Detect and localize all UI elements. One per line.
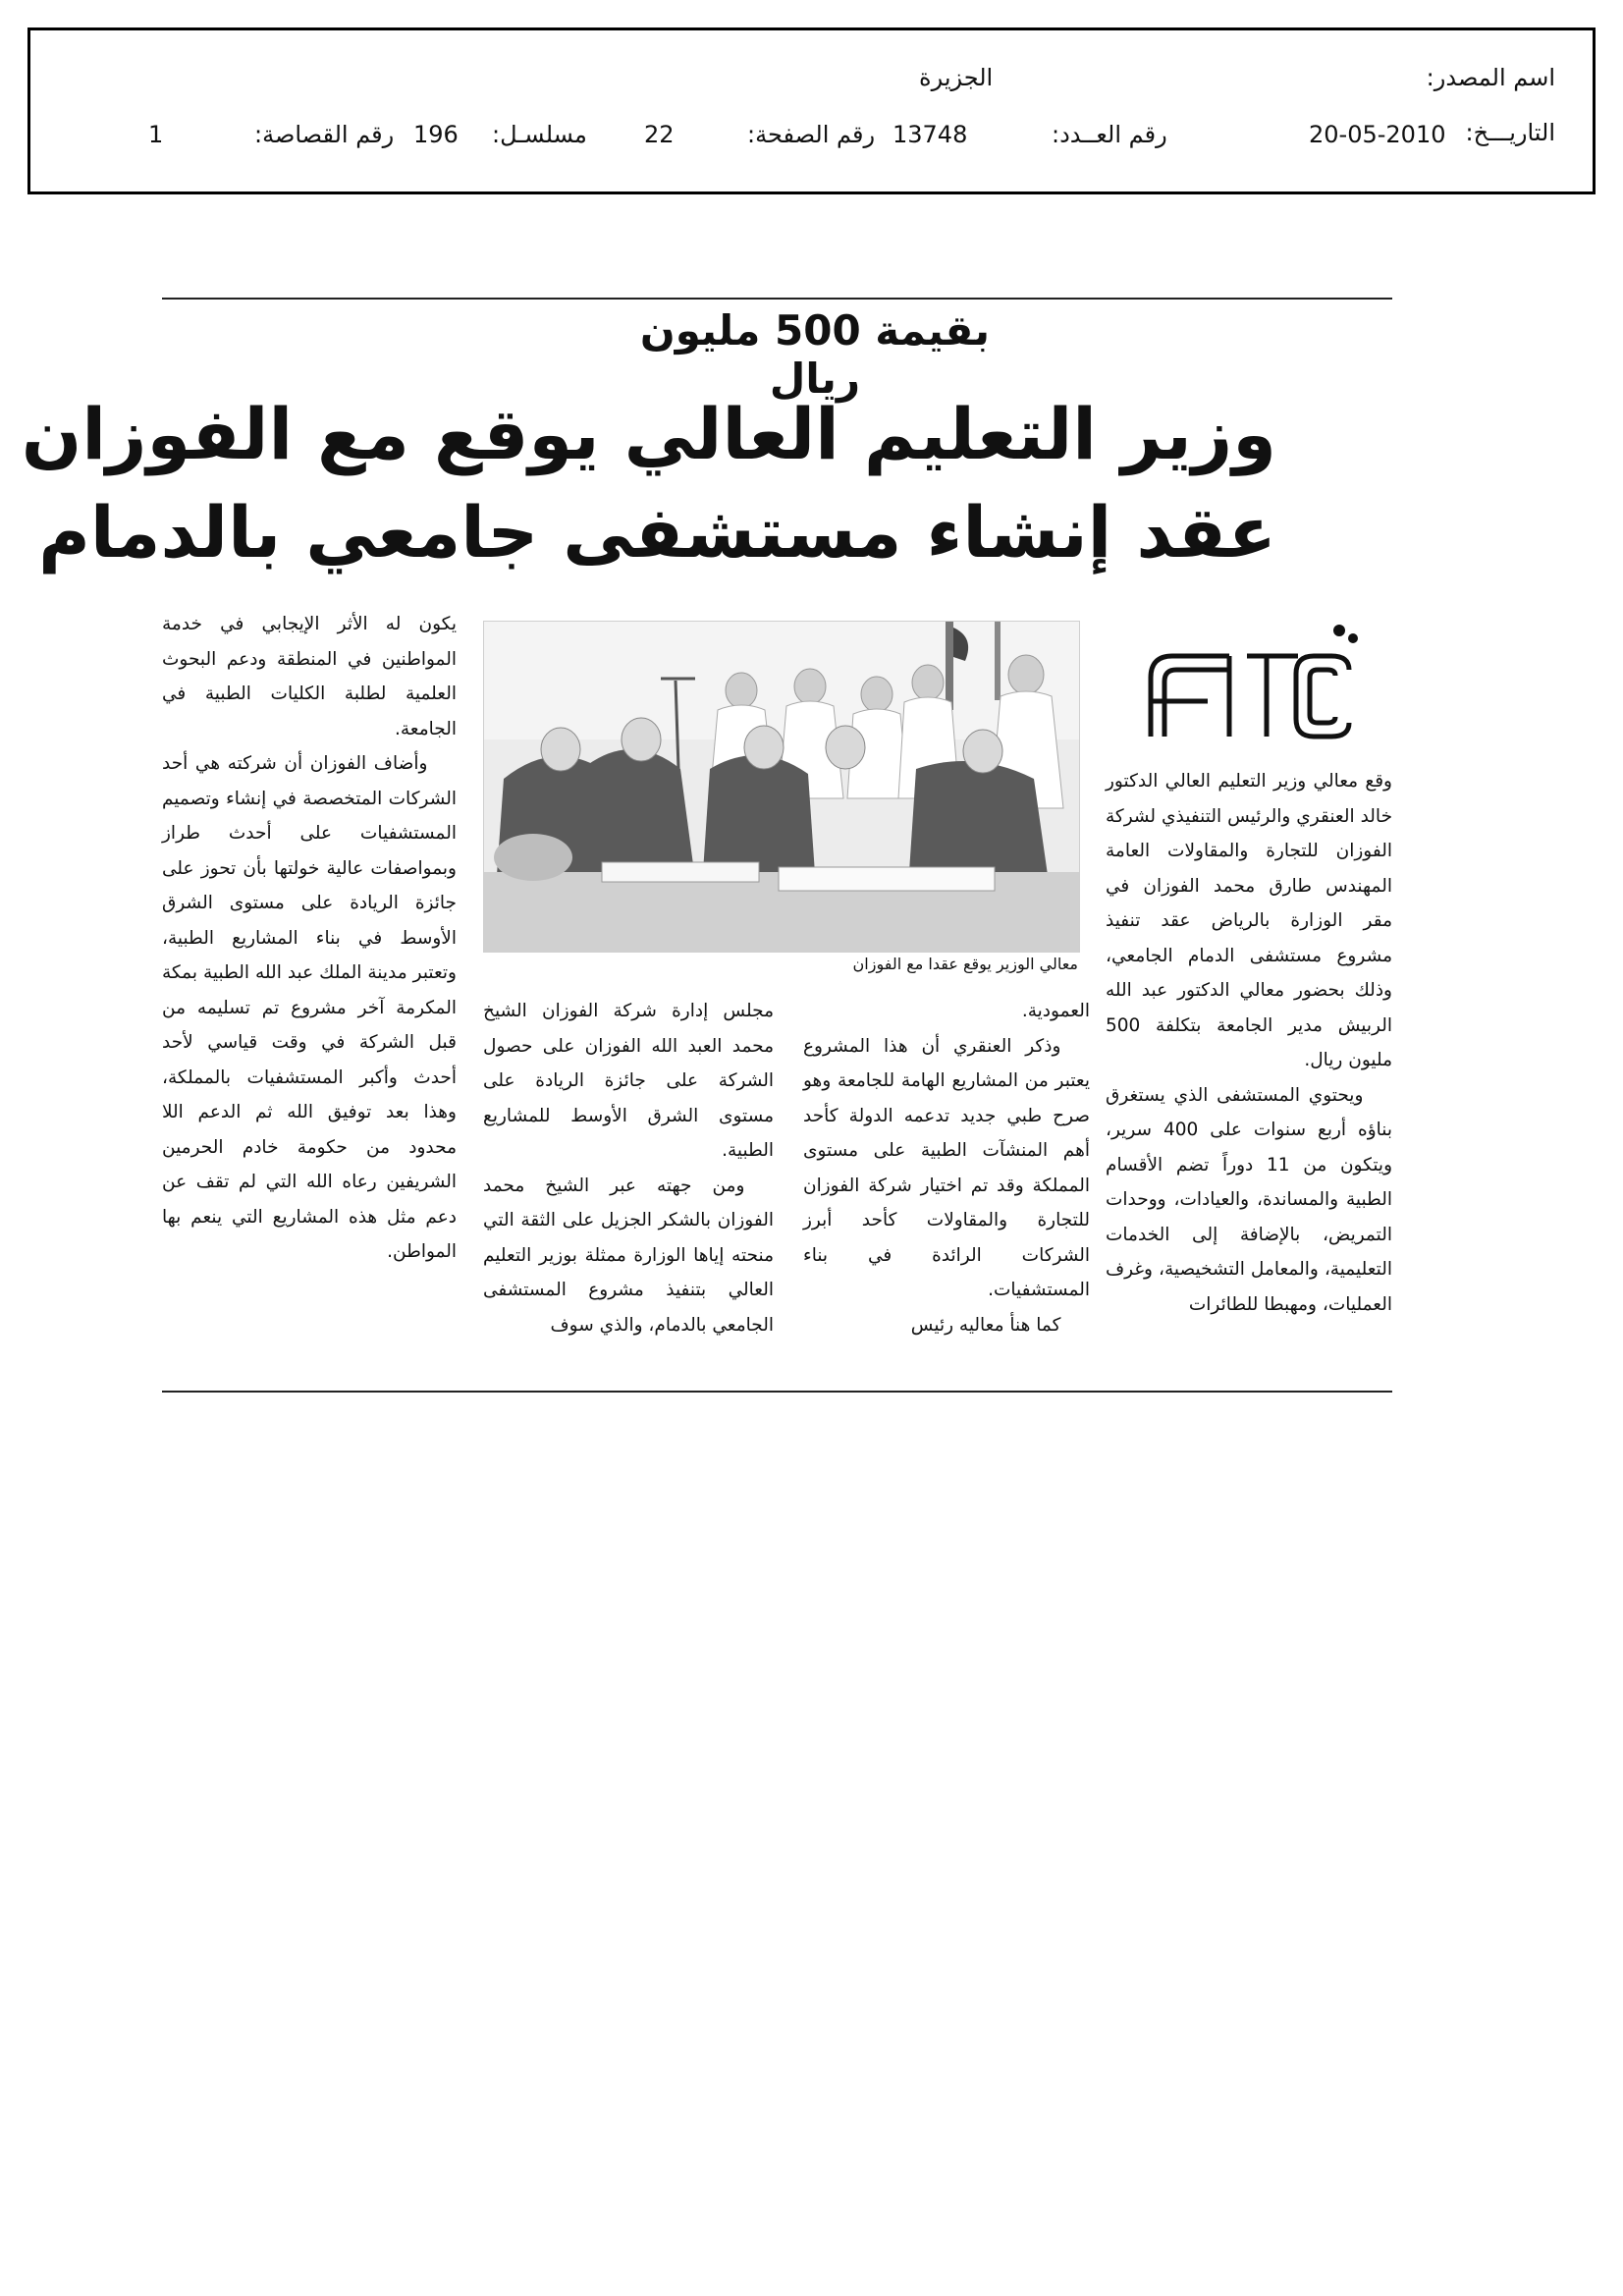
source-value: الجزيرة xyxy=(919,64,994,91)
col1-paragraph-1: وقع معالي وزير التعليم العالي الدكتور خالد العنقري والرئيس التنفيذي لشركة الفوزان للتجارة والمقاولات العامة المهندس طارق محمد الفوزان في مقر الوزارة بالرياض عقد تنفيذ مشروع مستشفى الدمام الجامعي، وذلك بحضور معالي الدكتور عبد الله الربيش مدير الجامعة بتكلفة 500 مليون ريال. xyxy=(1106,771,1392,1070)
article-column-4 xyxy=(162,607,457,1270)
signing-ceremony-photo xyxy=(483,621,1080,953)
bottom-rule xyxy=(162,1391,1392,1393)
headline-line-2: عقد إنشاء مستشفى جامعي بالدمام xyxy=(38,491,1276,574)
serial-label: مسلسـل: xyxy=(492,121,587,148)
source-label: اسم المصدر: xyxy=(1426,64,1555,91)
serial-value: 196 xyxy=(413,121,459,148)
photo-caption: معالي الوزير يوقع عقدا مع الفوزان xyxy=(852,955,1078,973)
col1-paragraph-2: ويحتوي المستشفى الذي يستغرق بناؤه أربع سنوات على 400 سرير، ويتكون من 11 دوراً تضم الأقسام الطبية والمساندة، والعيادات، ووحدات التمريض، بالإضافة إلى الخدمات التعليمية، والمعامل التشخيصية، وغرف العمليات، ومهبطا للطائرات xyxy=(1106,1084,1392,1315)
clip-number-label: رقم القصاصة: xyxy=(254,121,395,148)
issue-label: رقم العــدد: xyxy=(1052,121,1167,148)
date-label: التاريـــخ: xyxy=(1465,119,1555,146)
col4-paragraph-2: وأضاف الفوزان أن شركته هي أحد الشركات المتخصصة في إنشاء وتصميم المستشفيات على أحدث طراز وبمواصفات عالية خولتها بأن تحوز على جائزة الريادة على مستوى الشرق الأوسط في بناء المشاريع الطبية، وتعتبر مدينة الملك عبد الله الطبية بمكة المكرمة آخر مشروع تم تسليمه من قبل الشركة في وقت قياسي لأحد أحدث وأكبر المستشفيات بالمملكة، وهذا بعد توفيق الله ثم الدعم اللا محدود من حكومة خادم الحرمين الشريفين رعاه الله التي لم تقف عن دعم مثل هذه المشاريع التي ينعم بها المواطن. xyxy=(162,753,457,1262)
headline-line-1: وزير التعليم العالي يوقع مع الفوزان xyxy=(21,393,1276,475)
col2-paragraph-1: العمودية. xyxy=(1021,1001,1090,1021)
clip-number-value: 1 xyxy=(148,121,164,148)
page-value: 22 xyxy=(644,121,675,148)
col3-paragraph-1: مجلس إدارة شركة الفوزان الشيخ محمد العبد الله الفوزان على حصول الشركة على جائزة الريادة على مستوى الشرق الأوسط للمشاريع الطبية. xyxy=(483,1001,774,1161)
article-column-2 xyxy=(803,994,1090,1342)
col3-paragraph-2: ومن جهته عبر الشيخ محمد الفوزان بالشكر الجزيل على الثقة التي منحته إياها الوزارة ممثلة بوزير التعليم العالي بتنفيذ مشروع المستشفى الجامعي بالدمام، والذي سوف xyxy=(483,1175,774,1336)
date-value: 20-05-2010 xyxy=(1309,121,1446,148)
top-rule xyxy=(162,298,1392,300)
article-column-1 xyxy=(1106,764,1392,1322)
page-label: رقم الصفحة: xyxy=(747,121,876,148)
col2-paragraph-3: كما هنأ معاليه رئيس xyxy=(910,1314,1061,1336)
article-kicker: بقيمة 500 مليون ريال xyxy=(639,306,991,403)
article-column-3 xyxy=(483,994,774,1342)
issue-value: 13748 xyxy=(893,121,968,148)
clipping-header xyxy=(27,27,1596,194)
alfouzan-logo xyxy=(1139,617,1363,742)
col4-paragraph-1: يكون له الأثر الإيجابي في خدمة المواطنين في المنطقة ودعم البحوث العلمية لطلبة الكليات الطبية في الجامعة. xyxy=(162,614,457,739)
col2-paragraph-2: وذكر العنقري أن هذا المشروع يعتبر من المشاريع الهامة للجامعة وهو صرح طبي جديد تدعمه الدولة كأحد أهم المنشآت الطبية على مستوى المملكة وقد تم اختيار شركة الفوزان للتجارة والمقاولات كأحد أبرز الشركات الرائدة في بناء المستشفيات. xyxy=(803,1035,1090,1300)
